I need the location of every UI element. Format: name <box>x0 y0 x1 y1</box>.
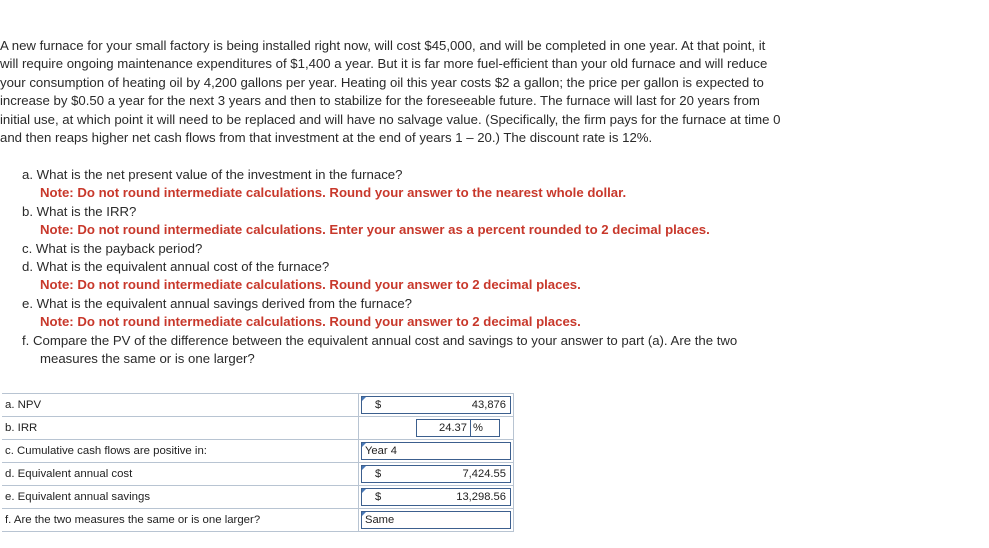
eas-label: e. Equivalent annual savings <box>2 486 359 509</box>
question-d: d. What is the equivalent annual cost of the furnace? <box>22 259 330 275</box>
payback-answer-cell <box>359 440 514 463</box>
question-f: f. Compare the PV of the difference between the equivalent annual cost and savings to your answer to part (a). Are the two <box>22 332 738 348</box>
eas-input[interactable] <box>361 488 511 506</box>
problem-statement <box>0 37 960 147</box>
answer-table <box>2 393 514 532</box>
npv-input[interactable] <box>361 396 511 414</box>
problem-line: A new furnace for your small factory is being installed right now, will cost $45,000, and will be completed in one year. At that point, it <box>0 38 766 53</box>
question-c: c. What is the payback period? <box>22 240 203 256</box>
table-row <box>2 509 514 532</box>
table-row <box>2 394 514 417</box>
payback-value: Year 4 <box>365 445 397 457</box>
compare-answer-cell <box>359 509 514 532</box>
npv-answer-cell <box>359 394 514 417</box>
percent-unit: % <box>473 422 483 434</box>
answer-marker-icon <box>362 466 366 470</box>
problem-line: and then reaps higher net cash flows from that investment at the end of years 1 – 20.) The discount rate is 12%. <box>0 130 653 146</box>
question-e: e. What is the equivalent annual savings derived from the furnace? <box>22 295 412 311</box>
irr-input[interactable] <box>416 419 500 437</box>
question-d-note: Note: Do not round intermediate calculations. Round your answer to 2 decimal places. <box>40 277 581 293</box>
eas-value: 13,298.56 <box>456 491 506 503</box>
currency-symbol: $ <box>375 491 382 503</box>
payback-select[interactable] <box>361 442 511 460</box>
problem-line: initial use, at which point it will need to be replaced and will have no salvage value. (Specifically, the firm pays for the furnace at time 0 <box>0 111 781 127</box>
problem-line: your consumption of heating oil by 4,200 gallons per year. Heating oil this year costs $2 a gallon; the price per gallon is expected to <box>0 74 764 90</box>
compare-select[interactable] <box>361 511 511 529</box>
eac-label: d. Equivalent annual cost <box>2 463 359 486</box>
question-a: a. What is the net present value of the investment in the furnace? <box>22 167 403 182</box>
irr-value: 24.37 <box>439 422 467 434</box>
answer-marker-icon <box>362 489 366 493</box>
question-b: b. What is the IRR? <box>22 203 137 219</box>
table-row <box>2 486 514 509</box>
question-list <box>0 166 960 368</box>
npv-label: a. NPV <box>2 394 359 417</box>
currency-symbol: $ <box>375 468 382 480</box>
problem-line: increase by $0.50 a year for the next 3 years and then to stabilize for the foreseeable future. The furnace will last for 20 years from <box>0 93 760 109</box>
table-row <box>2 463 514 486</box>
answer-marker-icon <box>362 397 366 401</box>
compare-value: Same <box>365 514 395 526</box>
payback-label: c. Cumulative cash flows are positive in: <box>2 440 359 463</box>
compare-label: f. Are the two measures the same or is one larger? <box>2 509 359 532</box>
irr-answer-cell <box>359 417 514 440</box>
eas-answer-cell <box>359 486 514 509</box>
question-b-note: Note: Do not round intermediate calculations. Enter your answer as a percent rounded to 2 decimal places. <box>40 222 710 238</box>
currency-symbol: $ <box>375 399 382 411</box>
question-f-continued: measures the same or is one larger? <box>40 351 255 367</box>
table-row <box>2 417 514 440</box>
npv-value: 43,876 <box>471 399 506 411</box>
problem-line: will require ongoing maintenance expenditures of $1,400 a year. But it is far more fuel-efficient than your old furnace and will reduce <box>0 56 768 72</box>
question-e-note: Note: Do not round intermediate calculations. Round your answer to 2 decimal places. <box>40 314 581 330</box>
eac-answer-cell <box>359 463 514 486</box>
question-a-note: Note: Do not round intermediate calculations. Round your answer to the nearest whole dollar. <box>40 185 627 201</box>
table-row <box>2 440 514 463</box>
irr-label: b. IRR <box>2 417 359 440</box>
eac-input[interactable] <box>361 465 511 483</box>
eac-value: 7,424.55 <box>462 468 506 480</box>
